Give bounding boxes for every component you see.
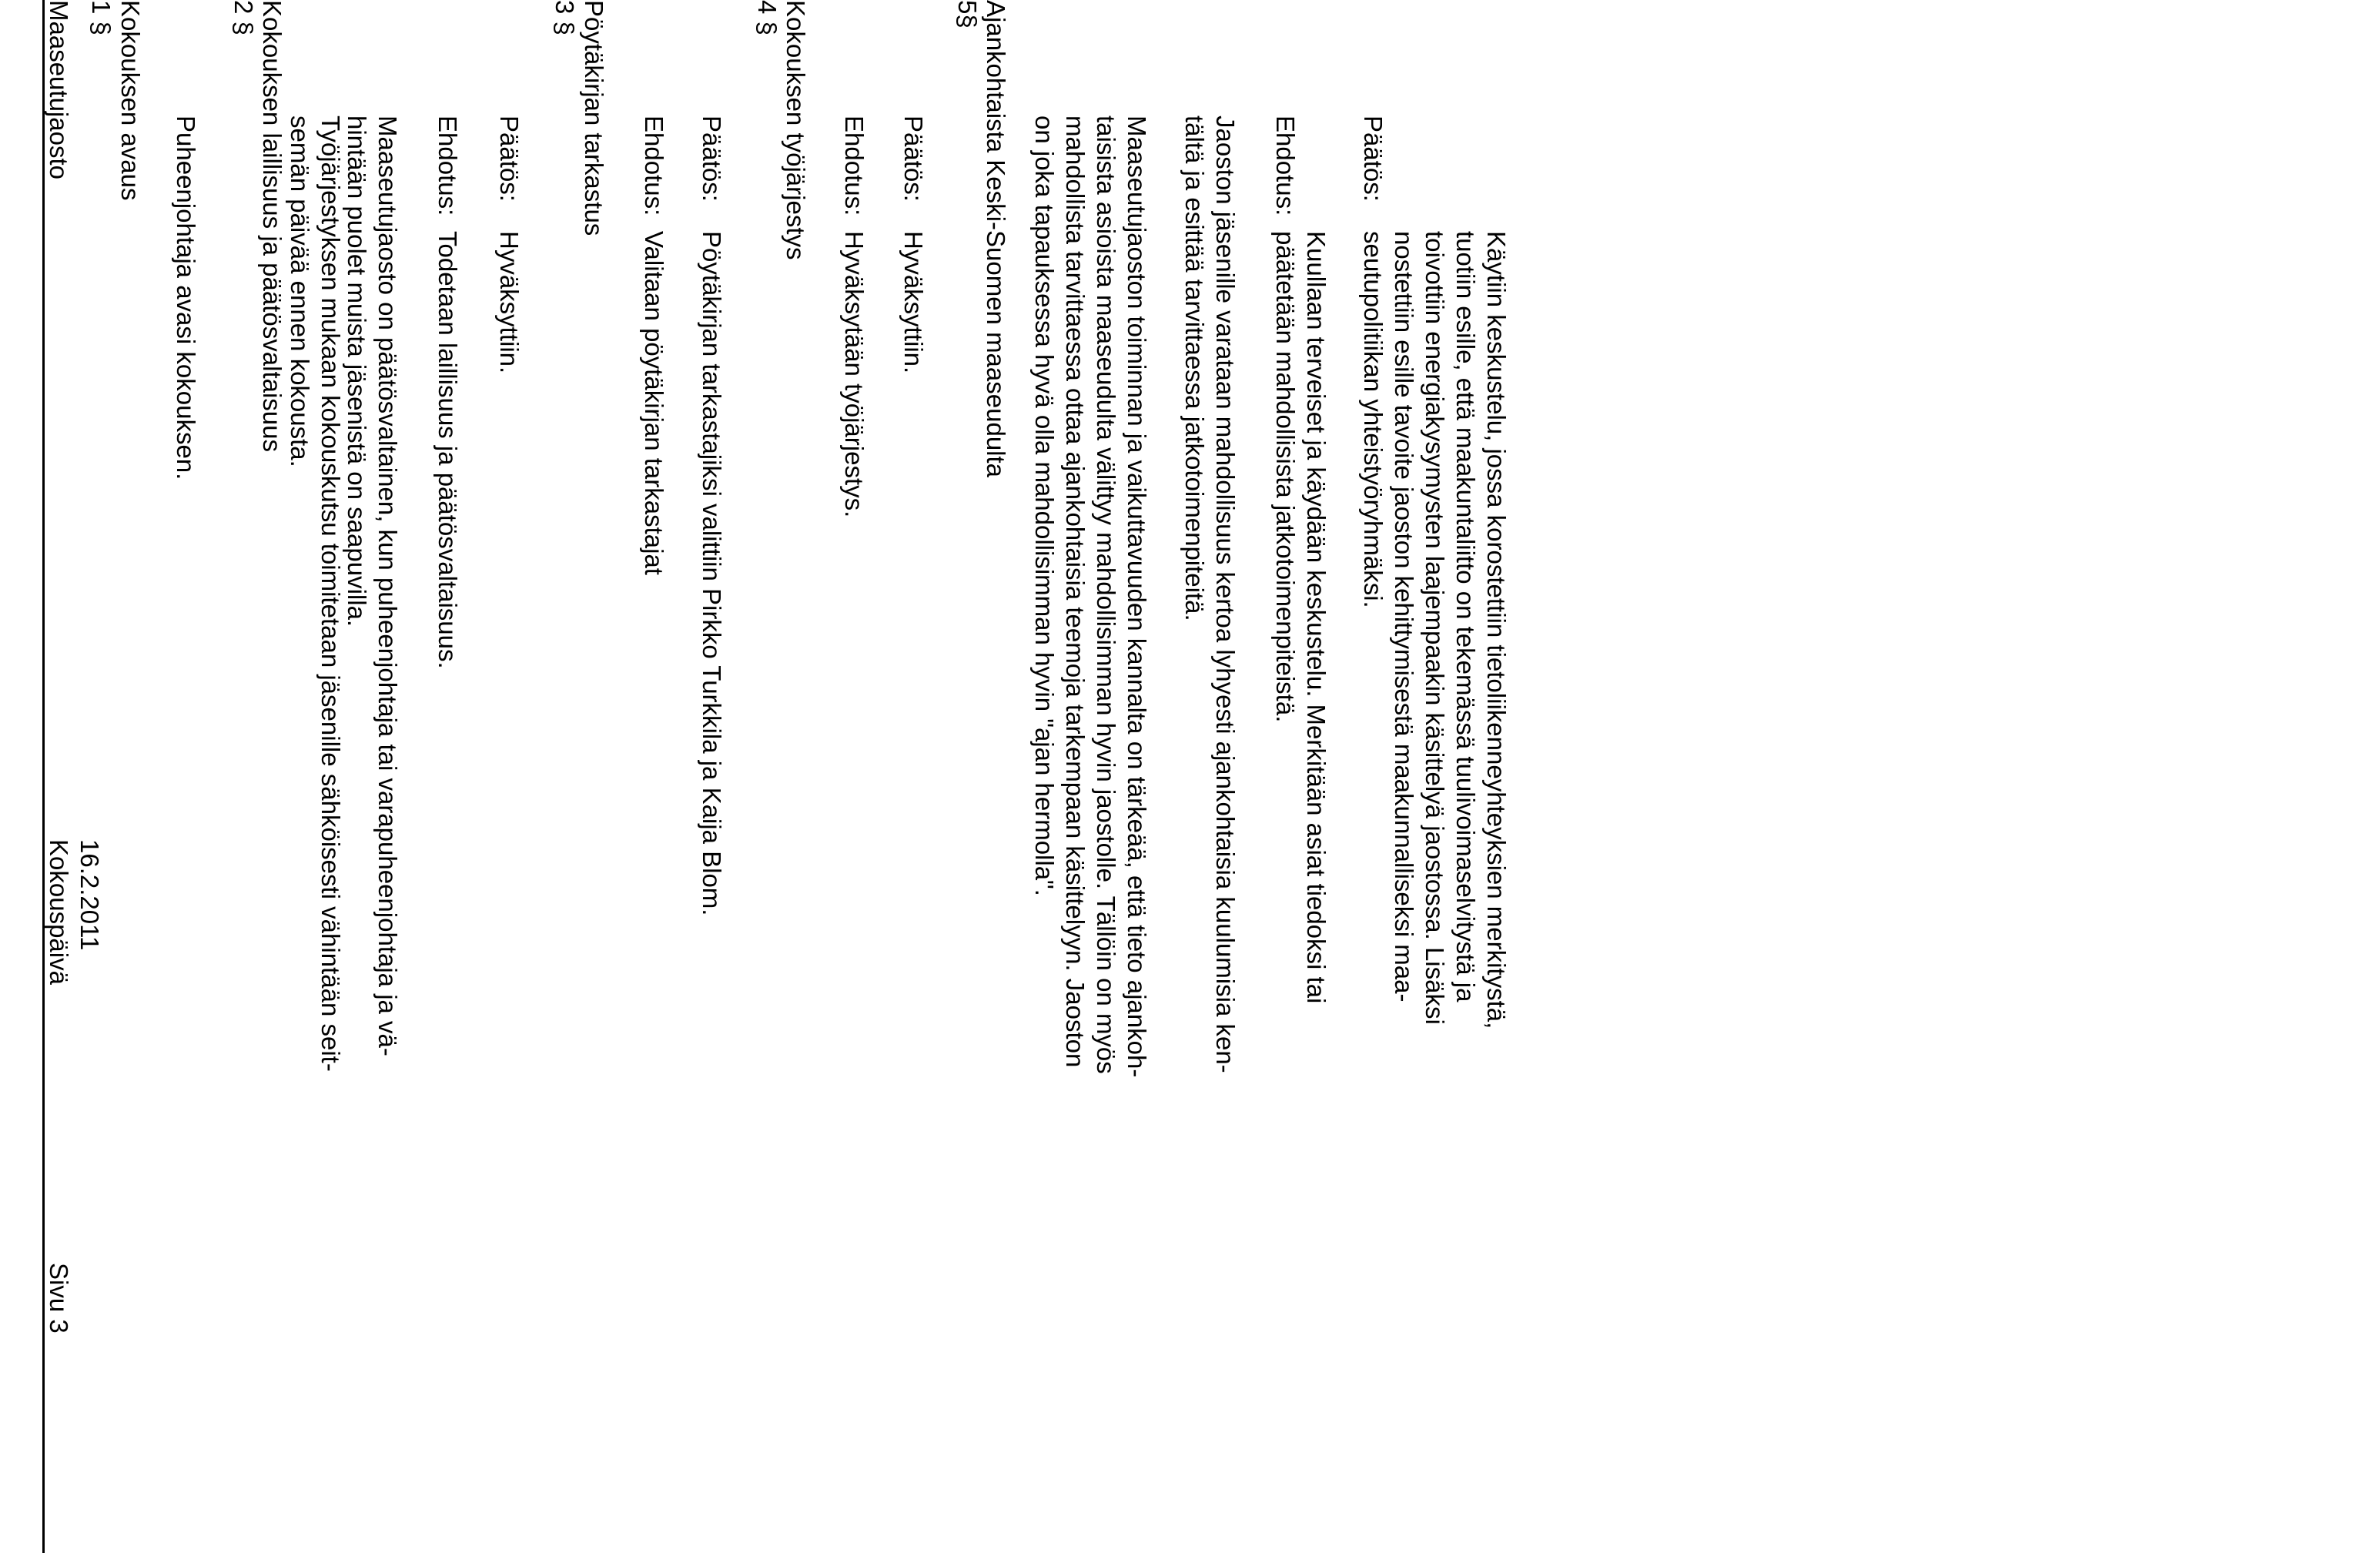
section-5-ehdotus-label: Ehdotus:	[1271, 115, 1300, 216]
section-3-number: 3 §	[551, 0, 579, 35]
section-3-paatos-label: Päätös:	[698, 115, 726, 202]
header-meeting-date-label: Kokouspäivä	[45, 839, 73, 985]
section-5-paragraph-1: Maaseutujaoston toiminnan ja vaikuttavuuden kannalta on tärkeää, että tieto ajankoh- taisista asioista maaseudulta välittyy mahdollisimman hyvin jaostolle. Tällöin on myös mahdollista tarvittaessa ottaa ajankohtaisia teemoja tarkempaan käsittelyyn. Jaoston on joka tapauksessa hyvä olla mahdollisimman hyvin "ajan hermolla".	[1030, 115, 1151, 1078]
section-2-paragraph-2: Maaseutujaosto on päätösvaltainen, kun puheenjohtaja tai varapuheenjohtaja ja vä- hintään puolet muista jäsenistä on saapuvilla.	[343, 115, 402, 1056]
header-committee: Maaseutujaosto	[45, 0, 73, 179]
section-4-title: Kokouksen työjärjestys	[782, 0, 810, 260]
section-4-paatos-label: Päätös:	[899, 115, 928, 202]
section-5-number: 5§	[953, 0, 982, 28]
section-4-ehdotus-label: Ehdotus:	[840, 115, 869, 216]
section-2-paatos-label: Päätös:	[495, 115, 524, 202]
section-4-number: 4 §	[753, 0, 782, 35]
section-2-number: 2 §	[229, 0, 258, 35]
section-5-paatos-label: Päätös:	[1359, 115, 1387, 202]
section-2-paatos: Hyväksyttiin.	[495, 231, 524, 374]
section-2-ehdotus: Todetaan laillisuus ja päätösvaltaisuus.	[433, 231, 462, 669]
section-5-ehdotus: Kuullaan terveiset ja käydään keskustelu. Merkitään asiat tiedoksi tai päätetään mahdollisista jatkotoimenpiteistä.	[1271, 231, 1331, 1004]
section-2-paragraph-1: Työjärjestyksen mukaan kokouskutsu toimitetaan jäsenille sähköisesti vähintään seit- semän päivää ennen kokousta.	[286, 115, 345, 1072]
section-1-number: 1 §	[87, 0, 115, 35]
section-2-title: Kokouksen laillisuus ja päätösvaltaisuus	[258, 0, 286, 453]
section-4-paatos: Hyväksyttiin.	[899, 231, 928, 374]
section-5-paatos: Käytiin keskustelu, jossa korostettiin tietoliikenneyhteyksien merkitystä, tuotiin esille, että maakuntaliitto on tekemässä tuulivoimaselvitystä ja toivottiin energiakysymysten laajempaakin käsittelyä jaostossa. Lisäksi nostettiin esille tavoite jaoston kehittymisestä maakunnalliseksi maa- seutupolitiikan yhteistyöryhmäksi.	[1359, 231, 1511, 1029]
section-5-paragraph-2: Jaoston jäsenille varataan mahdollisuus kertoa lyhyesti ajankohtaisia kuulumisia ken- tältä ja esittää tarvittaessa jatkotoimenpiteitä.	[1180, 115, 1240, 1073]
section-2-ehdotus-label: Ehdotus:	[433, 115, 462, 216]
header-page-number: Sivu 3	[45, 1263, 73, 1334]
section-4-ehdotus: Hyväksytään työjärjestys.	[840, 231, 869, 518]
section-5-title: Ajankohtaista Keski-Suomen maaseudulta	[982, 0, 1010, 478]
header-meeting-date: 16.2.2011	[75, 839, 104, 951]
section-1-text: Puheenjohtaja avasi kokouksen.	[172, 115, 200, 480]
section-1-title: Kokouksen avaus	[116, 0, 145, 201]
section-3-ehdotus: Valitaan pöytäkirjan tarkastajat	[640, 231, 668, 575]
section-3-paatos: Pöytäkirjan tarkastajiksi valittiin Pirkko Turkkila ja Kaija Blom.	[698, 231, 726, 916]
section-3-title: Pöytäkirjan tarkastus	[580, 0, 608, 236]
header-rule	[42, 0, 45, 1553]
section-3-ehdotus-label: Ehdotus:	[640, 115, 668, 216]
